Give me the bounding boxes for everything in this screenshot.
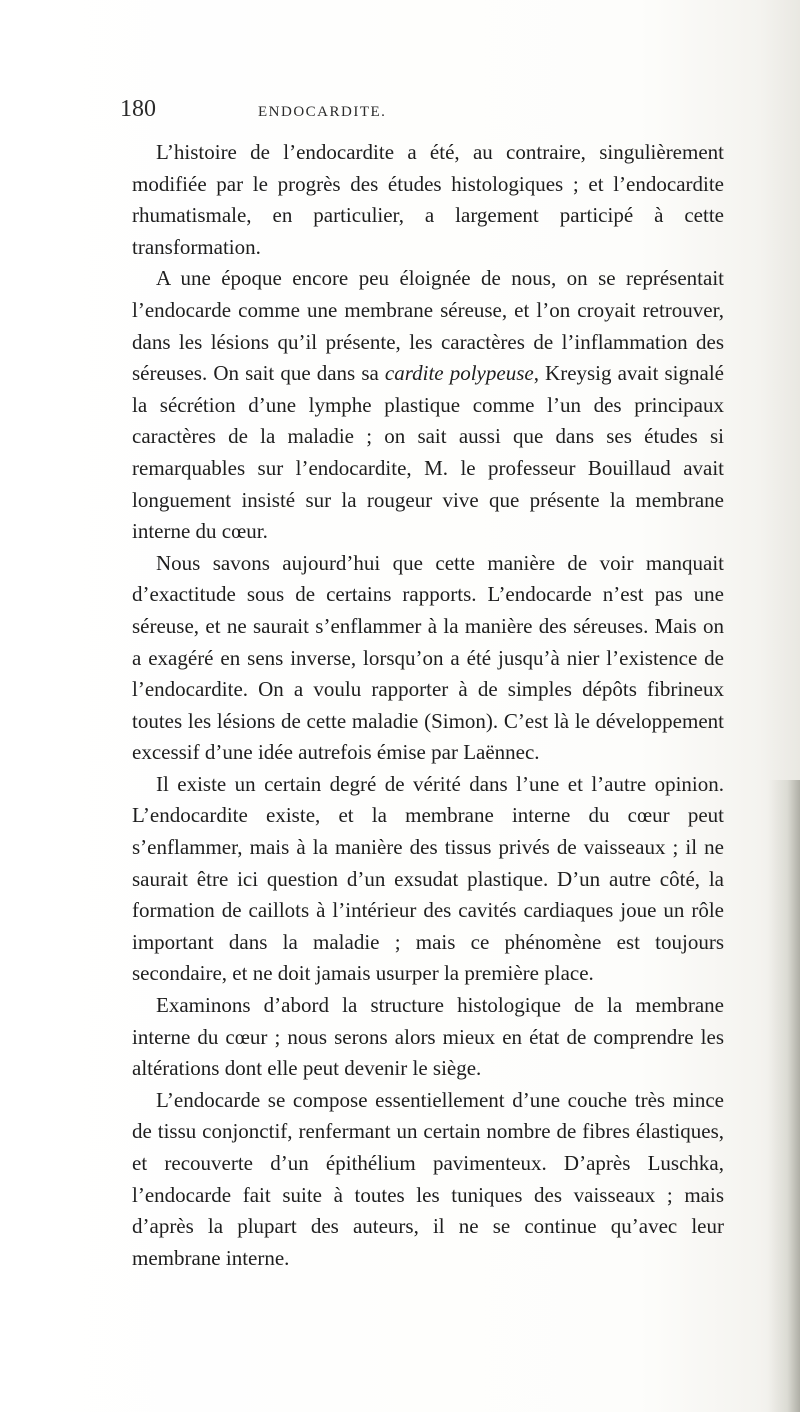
paragraph-2-part-a: A une époque encore peu éloignée de nous, on se représentait l’endocarde comme une membrane séreuse, et l’on croyait retrouver, dans les lésions qu’il présente, les caractères de l’inflammation des séreuses. On sait que dans sa bbox=[132, 266, 724, 386]
page-number: 180 bbox=[120, 96, 156, 122]
italic-term: cardite polypeuse bbox=[384, 361, 534, 386]
running-head: ENDOCARDITE. bbox=[258, 104, 387, 120]
body-text bbox=[132, 137, 724, 1274]
paragraph-1: L’histoire de l’endocardite a été, au contraire, singulièrement modifiée par le progrès des études histologiques ; et l’endocardite rhumatismale, en particulier, a largement participé à cette transformation. bbox=[132, 140, 724, 259]
paragraph-2 bbox=[132, 263, 724, 547]
paragraph-5: Examinons d’abord la structure histologique de la membrane interne du cœur ; nous serons alors mieux en état de comprendre les altérations dont elle peut devenir le siège. bbox=[132, 993, 724, 1081]
paragraph-4: Il existe un certain degré de vérité dans l’une et l’autre opinion. L’endocardite existe, et la membrane interne du cœur peut s’enflammer, mais à la manière des tissus privés de vaisseaux ; il ne saurait être ici question d’un exsudat plastique. D’un autre côté, la formation de caillots à l’intérieur des cavités cardiaques joue un rôle important dans la maladie ; mais ce phénomène est toujours secondaire, et ne doit jamais usurper la première place. bbox=[132, 771, 724, 986]
paragraph-3: Nous savons aujourd’hui que cette manière de voir manquait d’exactitude sous de certains rapports. L’endocarde n’est pas une séreuse, et ne saurait s’enflammer à la manière des séreuses. Mais on a exagéré en sens inverse, lorsqu’on a été jusqu’à nier l’existence de l’endocardite. On a voulu rapporter à de simples dépôts fibrineux toutes les lésions de cette maladie (Simon). C’est là le développement excessif d’une idée autrefois émise par Laënnec. bbox=[132, 550, 724, 765]
paragraph-6: L’endocarde se compose essentiellement d’une couche très mince de tissu conjonctif, renfermant un certain nombre de fibres élastiques, et recouverte d’un épithélium pavimenteux. D’après Luschka, l’endocarde fait suite à toutes les tuniques des vaisseaux ; mais d’après la plupart des auteurs, il ne se continue qu’avec leur membrane interne. bbox=[132, 1087, 724, 1270]
paragraph-2-part-b: , Kreysig avait signalé la sécrétion d’une lymphe plastique comme l’un des principaux caractères de la maladie ; on sait aussi que dans ses études si remarquables sur l’endocardite, M. le professeur Bouillaud avait longuement insisté sur la rougeur vive que présente la membrane interne du cœur. bbox=[132, 361, 724, 544]
page-edge-shadow bbox=[768, 780, 800, 1412]
page-header bbox=[120, 96, 720, 126]
